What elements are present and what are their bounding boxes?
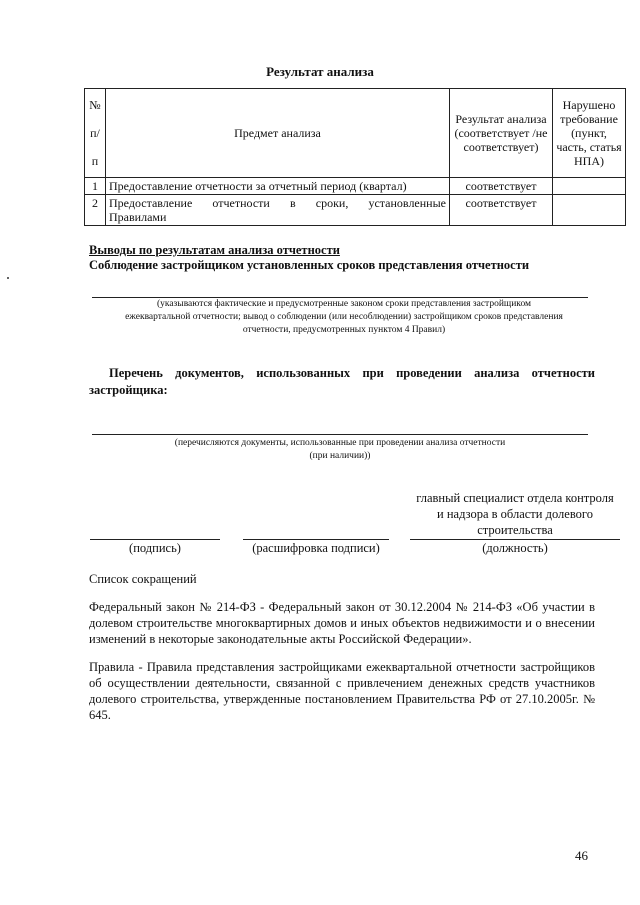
row-subject <box>106 195 450 226</box>
row-violated <box>553 178 626 195</box>
header-num-1: № <box>89 98 101 112</box>
documents-heading: Перечень документов, использованных при проведении анализа отчетности застройщика: <box>89 366 595 397</box>
conclusions-note <box>84 298 604 337</box>
row-num: 2 <box>85 195 106 226</box>
row-num: 1 <box>85 178 106 195</box>
fill-line <box>92 434 588 435</box>
table-row <box>85 178 626 195</box>
position-text <box>395 490 635 538</box>
conclusions-heading: Выводы по результатам анализа отчетности <box>89 243 340 257</box>
conclusions-subheading: Соблюдение застройщиком установленных сроков представления отчетности <box>89 258 530 272</box>
header-num-3: п <box>91 154 99 168</box>
row-subject-line1: Предоставление отчетности в сроки, установленные <box>109 196 446 210</box>
header-subject: Предмет анализа <box>106 89 450 178</box>
position-line1: главный специалист отдела контроля <box>416 491 614 505</box>
row-result: соответствует <box>450 195 553 226</box>
row-violated <box>553 195 626 226</box>
row-subject: Предоставление отчетности за отчетный период (квартал) <box>106 178 450 195</box>
label-decode: (расшифровка подписи) <box>252 541 380 555</box>
abbrev-rules: Правила - Правила представления застройщиками ежеквартальной отчетности застройщиков об осуществлении деятельности, связанной с привлечением денежных средств участников долевого строительства, утвержденные постановлением Правительства РФ от 27.10.2005г. № 645. <box>89 660 595 722</box>
header-num <box>85 89 106 178</box>
documents-note-line1: (перечисляются документы, использованные при проведении анализа отчетности <box>174 438 506 448</box>
scan-mark <box>7 277 9 279</box>
conclusions-note-line2: ежеквартальной отчетности; вывод о соблюдении (или несоблюдении) застройщиком сроков представления <box>125 312 563 322</box>
header-result: Результат анализа (соответствует /не соответствует) <box>450 89 553 178</box>
table-row <box>85 195 626 226</box>
position-line3: строительства <box>477 523 553 537</box>
page-number: 46 <box>575 848 588 863</box>
documents-note-line2: (при наличии)) <box>309 451 371 461</box>
table-header-row <box>85 89 626 178</box>
sign-line <box>90 539 220 540</box>
documents-note <box>92 437 588 463</box>
header-violated: Нарушено требование (пункт, часть, статья НПА) <box>553 89 626 178</box>
abbrev-law: Федеральный закон № 214-ФЗ - Федеральный закон от 30.12.2004 № 214-ФЗ «Об участии в долевом строительстве многоквартирных домов и иных объектов недвижимости и о внесении изменений в некоторые законодательные акты Российской Федерации». <box>89 600 595 646</box>
conclusions-note-line3: отчетности, предусмотренных пунктом 4 Правил) <box>242 325 446 335</box>
abbreviations-heading: Список сокращений <box>89 572 197 586</box>
page-title: Результат анализа <box>266 64 374 79</box>
label-sign: (подпись) <box>129 541 181 555</box>
row-subject-line2: Правилами <box>109 210 167 224</box>
position-line <box>410 539 620 540</box>
position-line2: и надзора в области долевого <box>437 507 593 521</box>
row-result: соответствует <box>450 178 553 195</box>
decode-line <box>243 539 389 540</box>
header-num-2: п/ <box>90 126 100 140</box>
conclusions-note-line1: (указываются фактические и предусмотренные законом сроки представления застройщиком <box>156 299 532 309</box>
label-position: (должность) <box>482 541 548 555</box>
analysis-table <box>84 88 626 226</box>
